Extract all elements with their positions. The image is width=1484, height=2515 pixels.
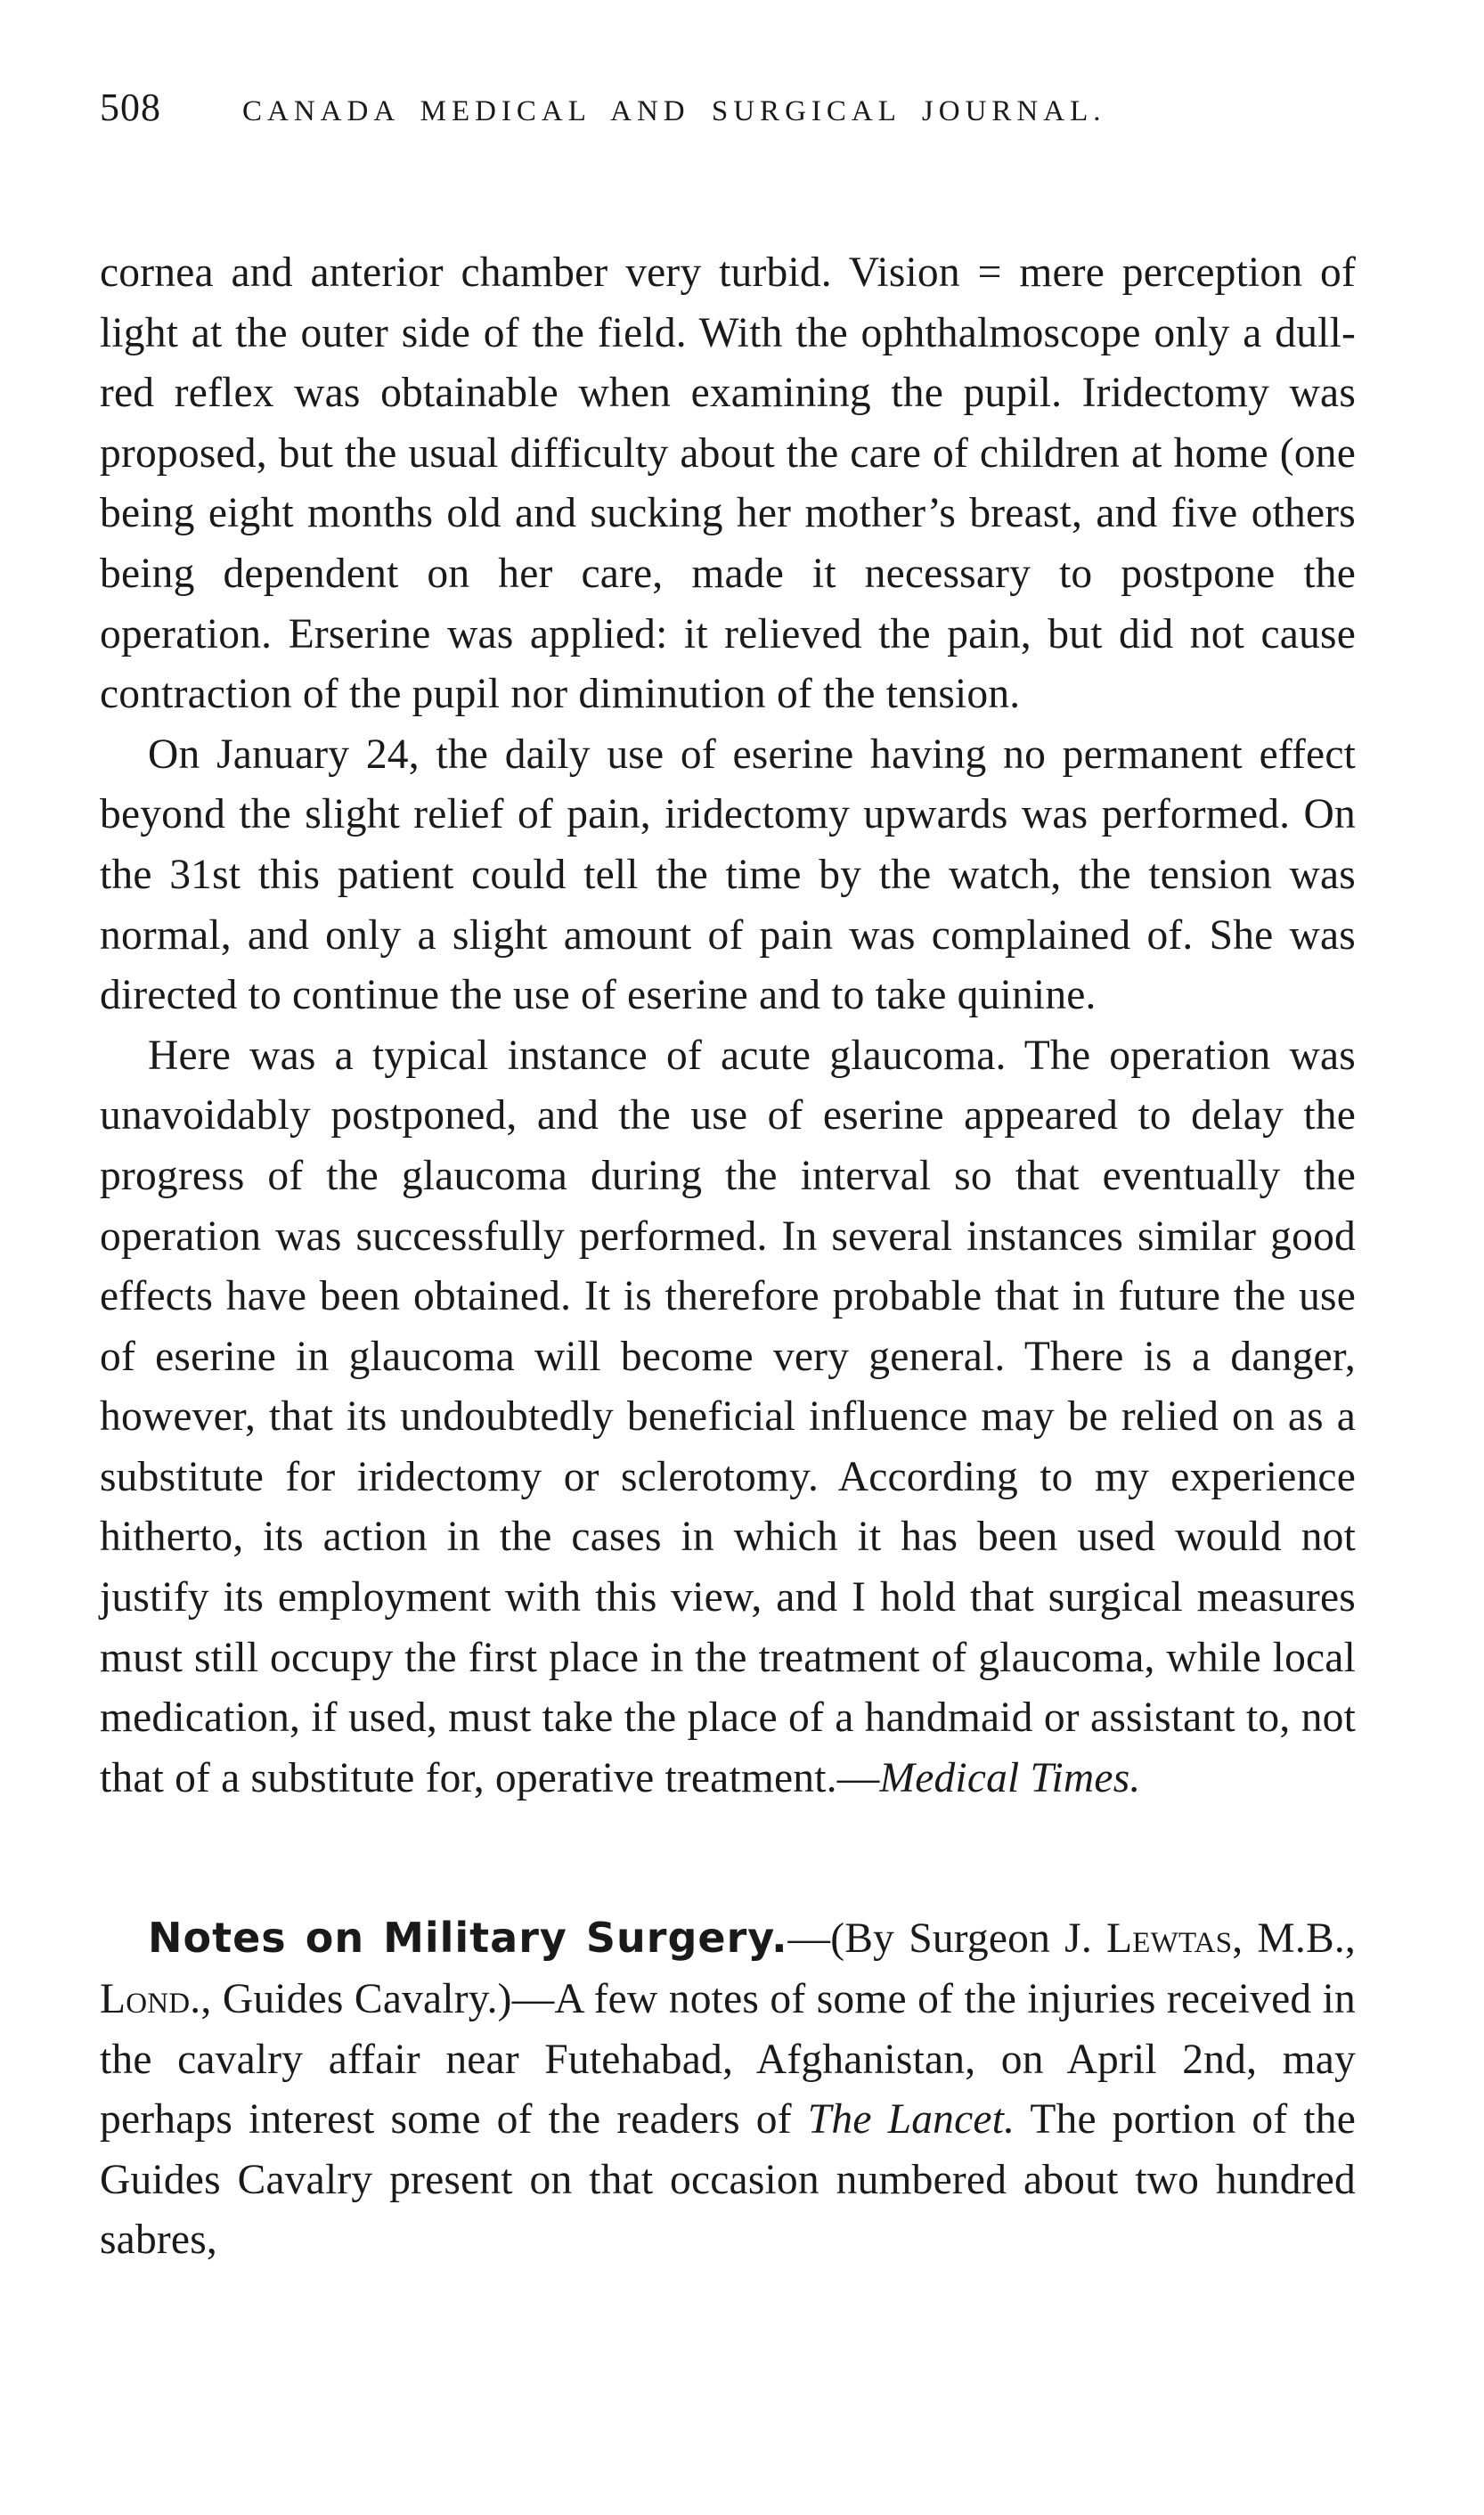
journal-title: CANADA MEDICAL AND SURGICAL JOURNAL.: [242, 95, 1106, 127]
byline-open: —(By Surgeon J.: [787, 1915, 1107, 1963]
page-number: 508: [100, 86, 161, 129]
paragraph-continued: cornea and anterior chamber very turbid. Vision = mere perception of light at the outer side of the field. With the ophthalmoscope only a dull-red reflex was obtainable when examining the pupil. Iridectomy was proposed, but the usual difficulty about the care of children at home (one being eight months old and sucking her mother’s breast, and five others being dependent on her care, made it necessary to postpone the operation. Erserine was applied: it relieved the pain, but did not cause contraction of the pupil nor diminution of the tension.: [100, 249, 1356, 718]
section-lead-paragraph: [100, 1908, 1356, 2271]
running-head: [100, 85, 1356, 138]
paragraph-january: On January 24, the daily use of eserine having no permanent effect beyond the slight relief of pain, iridectomy upwards was performed. On the 31st this patient could tell the time by the watch, the tension was normal, and only a slight amount of pain was complained of. She was directed to continue the use of eserine and to take quinine.: [100, 731, 1356, 1019]
section-title: Notes on Military Surgery.: [148, 1914, 788, 1963]
journal-reference: The Lancet.: [807, 2096, 1015, 2143]
section-text: The portion of the Guides Cavalry present on that occasion numbered about two hundred sabres,: [100, 2096, 1357, 2264]
author-name: Lewtas, M.B., Lond.: [100, 1915, 1356, 2023]
byline-close: , Guides Cavalry.)—A few notes of some of the injuries received in the cavalry affair near Futehabad, Afghanistan, on April 2nd, may perhaps interest some of the readers of: [100, 1976, 1356, 2143]
military-surgery-section: [100, 1908, 1356, 2271]
article-body: [100, 243, 1356, 2271]
paragraph-conclusion: [100, 1026, 1356, 1809]
source-citation: Medical Times.: [879, 1754, 1141, 1801]
journal-page: [100, 85, 1356, 2271]
paragraph-conclusion-text: Here was a typical instance of acute glaucoma. The operation was unavoidably postponed, and the use of eserine appeared to delay the progress of the glaucoma during the interval so that eventually the operation was successfully performed. In several instances similar good effects have been obtained. It is therefore probable that in future the use of eserine in glaucoma will become very general. There is a danger, however, that its undoubtedly beneficial influence may be relied on as a substitute for iridectomy or sclerotomy. According to my experience hitherto, its action in the cases in which it has been used would not justify its employment with this view, and I hold that surgical measures must still occupy the first place in the treatment of glaucoma, while local medication, if used, must take the place of a handmaid or assistant to, not that of a substitute for, operative treatment.—: [100, 1032, 1356, 1801]
